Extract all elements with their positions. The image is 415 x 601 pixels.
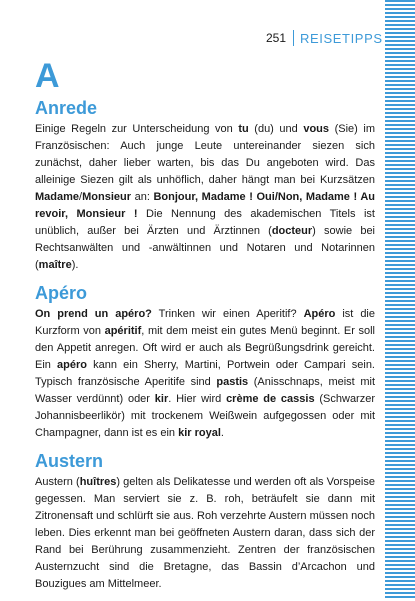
entry-heading-1: Apéro (35, 283, 88, 303)
body-text: Die Nennung des akademischen Titels ist unüblich, außer bei Ärzten und Ärztinnen ( (35, 208, 375, 237)
body-text: (Sie) im Französischen: Auch junge Leute untereinander siezen sich zunächst, daher lieber warten, bis das Du angeboten wird. Das alleinige Siezen gilt als unhöflich, daher hängt man bei Kurzsätzen (35, 123, 375, 186)
page-header (266, 28, 383, 48)
body-text: . Hier wird (168, 393, 227, 405)
bold-term: apéro (57, 359, 88, 371)
bold-term: pastis (216, 376, 249, 388)
entry-body-1 (35, 306, 375, 442)
bold-term: apéritif (104, 325, 142, 337)
bold-term: tu (238, 123, 249, 135)
body-text: (du) und (248, 123, 304, 135)
bold-term: Monsieur (82, 191, 131, 203)
bold-term: Bonjour, Madame ! Oui/Non, Madame ! Au revoir, Monsieur ! (35, 191, 376, 220)
page-number: 251 (266, 31, 287, 45)
body-text: ). (71, 259, 79, 271)
body-text: (Schwarzer Johannisbeerlikör) mit trockenem Weißwein aufgegossen oder mit Champagner, dann ist es ein (35, 393, 376, 439)
page-content (35, 58, 375, 601)
entry-heading-0: Anrede (35, 98, 98, 118)
body-text: / (79, 191, 83, 203)
entry-body-0 (35, 121, 375, 274)
bold-term: huîtres (79, 476, 117, 488)
bold-term: vous (303, 123, 330, 135)
bold-term: kir royal (178, 427, 221, 439)
body-text: . (220, 427, 224, 439)
body-text: , mit dem meist ein gutes Menü beginnt. Er soll den Appetit anregen. Oft wird er auch als Begrüßungsdrink gereicht. Ein (35, 325, 375, 371)
body-text: Einige Regeln zur Unterscheidung von (35, 123, 239, 135)
bold-term: Apéro (303, 308, 336, 320)
entries-list (35, 97, 375, 593)
bold-term: kir (154, 393, 169, 405)
side-stripe (385, 0, 415, 600)
letter-heading: A (35, 57, 60, 95)
bold-term: crème de cassis (226, 393, 315, 405)
bold-term: maître (38, 259, 72, 271)
body-text: ) sowie bei Rechtsanwälten und -anwältinnen und Notaren und Notarinnen ( (35, 225, 376, 271)
bold-term: Madame (35, 191, 80, 203)
body-text: Austern ( (35, 476, 80, 488)
entry-body-2 (35, 474, 375, 593)
entry-heading-2: Austern (35, 451, 104, 471)
body-text: (Anisschnaps, meist mit Wasser verdünnt) oder (35, 376, 375, 405)
body-text: Trinken wir einen Aperitif? (151, 308, 304, 320)
bold-term: On prend un apéro? (35, 308, 152, 320)
header-divider (293, 30, 294, 46)
bold-term: docteur (271, 225, 313, 237)
body-text: kann ein Sherry, Martini, Portwein oder Campari sein. Typisch französische Aperitife sind (35, 359, 375, 388)
section-title: REISETIPPS (300, 30, 383, 46)
body-text: ) gelten als Delikatesse und werden oft als Vorspeise gegessen. Man serviert sie z. B. roh, beträufelt sie dann mit Zitronensaft und schlürft sie aus. Roh verzehrte Austern müssen noch leben. Dies erkennt man bei geöffneten Austern daran, dass sich der Rand bei Berührung zusammenzieht. Zentren der französischen Austernzucht sind die Bretagne, das Bassin d’Arcachon und Bouzigues am Mittelmeer. (35, 476, 375, 590)
body-text: ist die Kurzform von (35, 308, 375, 337)
body-text: an: (131, 191, 154, 203)
